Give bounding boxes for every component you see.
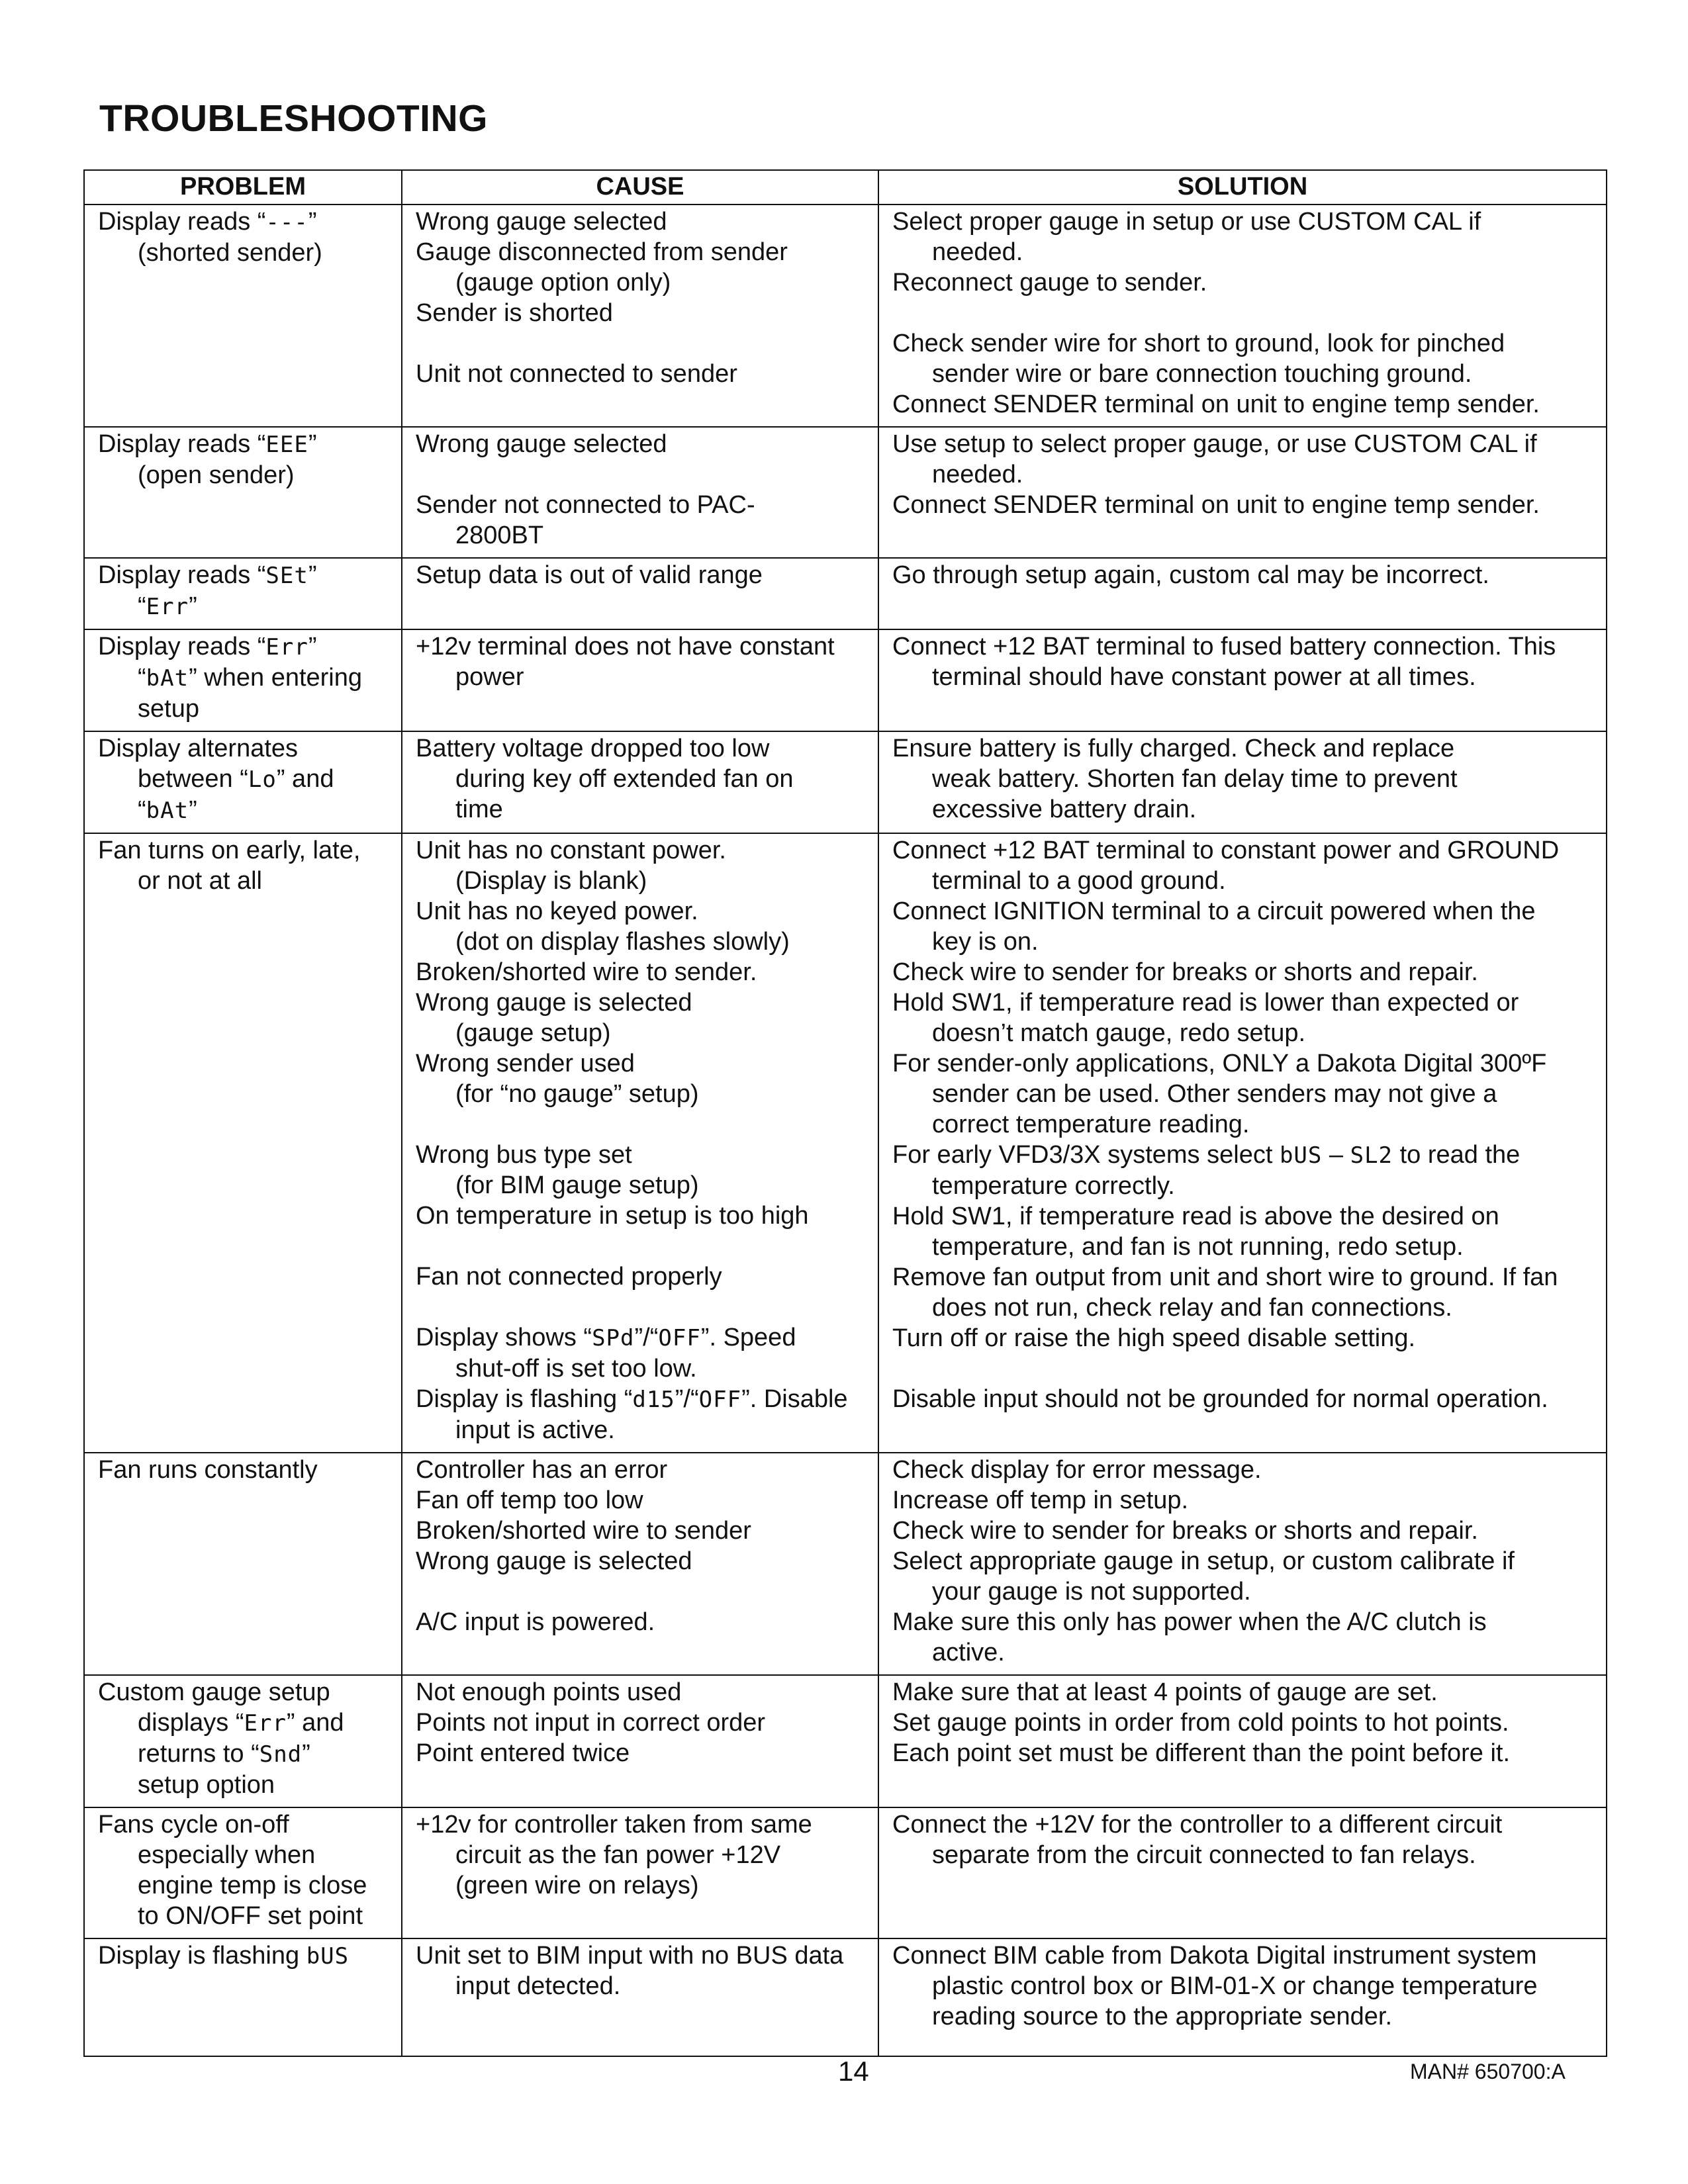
problem-line: Fan runs constantly bbox=[98, 1456, 318, 1484]
solution-line: Hold SW1, if temperature read is lower than expected or bbox=[892, 989, 1519, 1017]
text-fragment: Display shows “ bbox=[416, 1324, 592, 1351]
display-code: bUS bbox=[306, 1943, 350, 1970]
text-fragment: “ bbox=[138, 664, 146, 692]
problem-line bbox=[98, 1739, 388, 1770]
cause-cell bbox=[402, 833, 878, 1453]
text-fragment: ”. Disable bbox=[741, 1385, 848, 1413]
solution-line: Check display for error message. bbox=[892, 1456, 1262, 1484]
cause-line: (gauge setup) bbox=[455, 1019, 611, 1047]
text-fragment: “ bbox=[138, 796, 146, 824]
text-fragment: returns to “ bbox=[138, 1740, 259, 1768]
solution-line: sender can be used. Other senders may not give a bbox=[932, 1080, 1497, 1108]
cause-line: Wrong bus type set bbox=[416, 1141, 632, 1169]
solution-line: Reconnect gauge to sender. bbox=[892, 269, 1207, 296]
table-row bbox=[84, 731, 1607, 833]
table-row bbox=[84, 205, 1607, 427]
cause-line: shut-off is set too low. bbox=[455, 1355, 697, 1383]
cause-line: Point entered twice bbox=[416, 1739, 630, 1767]
troubleshooting-table bbox=[83, 169, 1607, 2057]
cause-line: Wrong gauge selected bbox=[416, 430, 667, 458]
solution-line: Check wire to sender for breaks or shorts and repair. bbox=[892, 958, 1478, 986]
display-code: Err bbox=[146, 594, 189, 620]
solution-cell bbox=[878, 427, 1607, 558]
cause-cell bbox=[402, 1453, 878, 1675]
problem-line: (shorted sender) bbox=[138, 239, 322, 267]
solution-line: does not run, check relay and fan connections. bbox=[932, 1294, 1452, 1322]
text-fragment: ” bbox=[189, 796, 197, 824]
cause-line: Wrong gauge selected bbox=[416, 208, 667, 236]
problem-line bbox=[98, 764, 388, 795]
cause-line: (for “no gauge” setup) bbox=[455, 1080, 699, 1108]
solution-line: temperature, and fan is not running, redo setup. bbox=[932, 1233, 1464, 1261]
text-fragment: Display reads “ bbox=[98, 561, 266, 589]
problem-cell bbox=[84, 1675, 402, 1807]
cause-line: Gauge disconnected from sender bbox=[416, 238, 788, 266]
cause-line: (Display is blank) bbox=[455, 867, 647, 895]
cause-line: (for BIM gauge setup) bbox=[455, 1171, 699, 1199]
cause-line: A/C input is powered. bbox=[416, 1608, 655, 1636]
problem-line: setup bbox=[138, 695, 199, 723]
problem-cell bbox=[84, 1938, 402, 2056]
cause-cell bbox=[402, 1675, 878, 1807]
solution-line: Check sender wire for short to ground, look for pinched bbox=[892, 330, 1505, 357]
cause-line: Battery voltage dropped too low bbox=[416, 735, 770, 762]
text-fragment: to read the bbox=[1393, 1141, 1521, 1169]
table-row bbox=[84, 1938, 1607, 2056]
solution-line: Hold SW1, if temperature read is above the desired on bbox=[892, 1203, 1499, 1230]
page-number: 14 bbox=[838, 2056, 869, 2087]
solution-line: excessive battery drain. bbox=[932, 796, 1197, 823]
solution-line: Each point set must be different than the point before it. bbox=[892, 1739, 1511, 1767]
solution-line: Select proper gauge in setup or use CUSTOM CAL if bbox=[892, 208, 1481, 236]
solution-line: needed. bbox=[932, 461, 1023, 488]
cause-line: input is active. bbox=[455, 1416, 615, 1444]
cause-line: (dot on display flashes slowly) bbox=[455, 928, 790, 956]
problem-line bbox=[98, 591, 388, 622]
solution-line: sender wire or bare connection touching ground. bbox=[932, 360, 1472, 388]
solution-line: weak battery. Shorten fan delay time to prevent bbox=[932, 765, 1458, 793]
cause-line: Sender not connected to PAC- bbox=[416, 491, 755, 519]
cause-line: Wrong gauge is selected bbox=[416, 989, 692, 1017]
problem-line: Custom gauge setup bbox=[98, 1678, 330, 1706]
solution-line: reading source to the appropriate sender. bbox=[932, 2003, 1393, 2030]
text-fragment: ” bbox=[308, 430, 317, 458]
solution-cell bbox=[878, 205, 1607, 427]
text-fragment: ”. Speed bbox=[700, 1324, 796, 1351]
text-fragment: ”/“ bbox=[634, 1324, 659, 1351]
cause-cell bbox=[402, 427, 878, 558]
problem-cell bbox=[84, 1807, 402, 1938]
table-row bbox=[84, 427, 1607, 558]
problem-line: Display alternates bbox=[98, 735, 299, 762]
solution-line: key is on. bbox=[932, 928, 1039, 956]
display-code: Err bbox=[265, 634, 308, 660]
problem-line bbox=[98, 206, 388, 238]
cause-line: Fan off temp too low bbox=[416, 1486, 643, 1514]
cause-line: Broken/shorted wire to sender. bbox=[416, 958, 757, 986]
problem-cell bbox=[84, 427, 402, 558]
problem-line bbox=[98, 1940, 388, 1972]
problem-line bbox=[98, 795, 388, 826]
solution-line: temperature correctly. bbox=[932, 1172, 1175, 1200]
solution-cell bbox=[878, 629, 1607, 731]
text-fragment: For early VFD3/3X systems select bbox=[892, 1141, 1280, 1169]
cause-line: +12v terminal does not have constant bbox=[416, 633, 835, 660]
page-title: TROUBLESHOOTING bbox=[99, 97, 488, 140]
cause-line: (gauge option only) bbox=[455, 269, 671, 296]
solution-cell bbox=[878, 1938, 1607, 2056]
text-fragment: ” when entering bbox=[189, 664, 363, 692]
cause-line: circuit as the fan power +12V bbox=[455, 1841, 781, 1869]
solution-line: doesn’t match gauge, redo setup. bbox=[932, 1019, 1306, 1047]
problem-cell bbox=[84, 1453, 402, 1675]
cause-cell bbox=[402, 205, 878, 427]
manual-number: MAN# 650700:A bbox=[1410, 2060, 1566, 2083]
cause-line: 2800BT bbox=[455, 522, 544, 549]
solution-line: Go through setup again, custom cal may be incorrect. bbox=[892, 561, 1489, 589]
solution-line: plastic control box or BIM-01-X or change temperature bbox=[932, 1972, 1538, 2000]
problem-line bbox=[98, 1707, 388, 1739]
cause-cell bbox=[402, 731, 878, 833]
text-fragment: Display reads “ bbox=[98, 208, 266, 236]
cause-line: +12v for controller taken from same bbox=[416, 1811, 812, 1839]
text-fragment: Display reads “ bbox=[98, 633, 266, 660]
solution-line: Ensure battery is fully charged. Check and replace bbox=[892, 735, 1455, 762]
cause-line: Setup data is out of valid range bbox=[416, 561, 763, 589]
problem-line: (open sender) bbox=[138, 461, 295, 489]
solution-line: For sender-only applications, ONLY a Dakota Digital 300ºF bbox=[892, 1050, 1547, 1077]
cause-line: (green wire on relays) bbox=[455, 1872, 699, 1899]
solution-line: separate from the circuit connected to fan relays. bbox=[932, 1841, 1476, 1869]
text-fragment: ” bbox=[308, 633, 317, 660]
cause-line bbox=[416, 1384, 865, 1415]
display-code: Snd bbox=[259, 1741, 303, 1768]
text-fragment: ” bbox=[308, 561, 317, 589]
solution-line: Increase off temp in setup. bbox=[892, 1486, 1189, 1514]
problem-cell bbox=[84, 731, 402, 833]
text-fragment: ” bbox=[189, 592, 197, 620]
solution-line: Remove fan output from unit and short wire to ground. If fan bbox=[892, 1263, 1558, 1291]
text-fragment: – bbox=[1322, 1141, 1350, 1169]
cause-line: time bbox=[455, 796, 503, 823]
table-row bbox=[84, 833, 1607, 1453]
table-row bbox=[84, 1453, 1607, 1675]
cause-cell bbox=[402, 1938, 878, 2056]
cause-line: power bbox=[455, 663, 524, 691]
table-header-row bbox=[84, 170, 1607, 205]
solution-cell bbox=[878, 833, 1607, 1453]
table-row bbox=[84, 558, 1607, 629]
text-fragment: ” and bbox=[276, 765, 334, 793]
problem-line: or not at all bbox=[138, 867, 262, 895]
cause-line: Sender is shorted bbox=[416, 299, 613, 327]
solution-line: Make sure this only has power when the A/C clutch is bbox=[892, 1608, 1487, 1636]
cause-cell bbox=[402, 1807, 878, 1938]
header-solution: SOLUTION bbox=[878, 170, 1607, 205]
display-code: --- bbox=[265, 209, 308, 236]
table-row bbox=[84, 1675, 1607, 1807]
display-code: SL2 bbox=[1350, 1142, 1393, 1169]
display-code: SPd bbox=[592, 1325, 635, 1351]
problem-line: Fans cycle on-off bbox=[98, 1811, 289, 1839]
solution-line: Connect SENDER terminal on unit to engine temp sender. bbox=[892, 390, 1540, 418]
solution-line: Set gauge points in order from cold points to hot points. bbox=[892, 1709, 1509, 1737]
solution-line: correct temperature reading. bbox=[932, 1111, 1250, 1138]
header-cause: CAUSE bbox=[402, 170, 878, 205]
table-body bbox=[84, 205, 1607, 2056]
cause-line: Broken/shorted wire to sender bbox=[416, 1517, 751, 1545]
cause-line: Fan not connected properly bbox=[416, 1263, 722, 1291]
cause-line: Unit has no keyed power. bbox=[416, 897, 698, 925]
solution-line: Connect IGNITION terminal to a circuit powered when the bbox=[892, 897, 1536, 925]
solution-line: Make sure that at least 4 points of gauge are set. bbox=[892, 1678, 1438, 1706]
display-code: bAt bbox=[146, 797, 189, 824]
cause-line: On temperature in setup is too high bbox=[416, 1202, 809, 1230]
problem-cell bbox=[84, 833, 402, 1453]
cause-cell bbox=[402, 558, 878, 629]
solution-line bbox=[892, 1140, 1593, 1171]
text-fragment: ”/“ bbox=[675, 1385, 699, 1413]
display-code: Lo bbox=[248, 766, 277, 793]
cause-cell bbox=[402, 629, 878, 731]
cause-line: Not enough points used bbox=[416, 1678, 682, 1706]
problem-cell bbox=[84, 205, 402, 427]
text-fragment: “ bbox=[138, 592, 146, 620]
solution-line: Connect BIM cable from Dakota Digital instrument system bbox=[892, 1942, 1537, 1970]
solution-cell bbox=[878, 558, 1607, 629]
problem-line bbox=[98, 662, 388, 694]
cause-line: Wrong sender used bbox=[416, 1050, 635, 1077]
cause-line: Controller has an error bbox=[416, 1456, 668, 1484]
problem-line: setup option bbox=[138, 1771, 275, 1799]
problem-line bbox=[98, 560, 388, 591]
solution-line: Check wire to sender for breaks or shorts and repair. bbox=[892, 1517, 1478, 1545]
problem-line bbox=[98, 631, 388, 662]
display-code: bUS bbox=[1279, 1142, 1323, 1169]
cause-line: input detected. bbox=[455, 1972, 621, 2000]
problem-line: engine temp is close bbox=[138, 1872, 367, 1899]
display-code: bAt bbox=[146, 665, 189, 692]
solution-line: needed. bbox=[932, 238, 1023, 266]
cause-line: Points not input in correct order bbox=[416, 1709, 766, 1737]
text-fragment: ” bbox=[308, 208, 317, 236]
text-fragment: displays “ bbox=[138, 1709, 244, 1737]
solution-line: Connect +12 BAT terminal to fused battery connection. This bbox=[892, 633, 1556, 660]
text-fragment: Display is flashing “ bbox=[416, 1385, 633, 1413]
cause-line bbox=[416, 1322, 865, 1353]
display-code: EEE bbox=[265, 432, 308, 458]
solution-line: Connect +12 BAT terminal to constant power and GROUND bbox=[892, 837, 1560, 864]
problem-cell bbox=[84, 629, 402, 731]
solution-line: active. bbox=[932, 1639, 1005, 1666]
header-problem: PROBLEM bbox=[84, 170, 402, 205]
table-row bbox=[84, 629, 1607, 731]
cause-line: Unit set to BIM input with no BUS data bbox=[416, 1942, 844, 1970]
display-code: OFF bbox=[658, 1325, 701, 1351]
solution-line: Connect the +12V for the controller to a different circuit bbox=[892, 1811, 1503, 1839]
solution-line: your gauge is not supported. bbox=[932, 1578, 1251, 1606]
display-code: SEt bbox=[265, 563, 308, 589]
solution-line: Use setup to select proper gauge, or use CUSTOM CAL if bbox=[892, 430, 1537, 458]
cause-line: during key off extended fan on bbox=[455, 765, 794, 793]
text-fragment: ” bbox=[302, 1740, 310, 1768]
text-fragment: between “ bbox=[138, 765, 248, 793]
text-fragment: ” and bbox=[286, 1709, 344, 1737]
problem-cell bbox=[84, 558, 402, 629]
solution-line: terminal should have constant power at all times. bbox=[932, 663, 1476, 691]
text-fragment: Display reads “ bbox=[98, 430, 266, 458]
problem-line bbox=[98, 429, 388, 460]
cause-line: Unit not connected to sender bbox=[416, 360, 737, 388]
solution-cell bbox=[878, 1807, 1607, 1938]
cause-line: Unit has no constant power. bbox=[416, 837, 726, 864]
display-code: Err bbox=[244, 1710, 287, 1737]
text-fragment: Display is flashing bbox=[98, 1942, 306, 1970]
problem-line: to ON/OFF set point bbox=[138, 1902, 363, 1930]
solution-line: Select appropriate gauge in setup, or custom calibrate if bbox=[892, 1547, 1515, 1575]
cause-line: Wrong gauge is selected bbox=[416, 1547, 692, 1575]
solution-line: Disable input should not be grounded for normal operation. bbox=[892, 1385, 1548, 1413]
table-row bbox=[84, 1807, 1607, 1938]
solution-cell bbox=[878, 731, 1607, 833]
problem-line: especially when bbox=[138, 1841, 316, 1869]
solution-line: terminal to a good ground. bbox=[932, 867, 1226, 895]
solution-line: Turn off or raise the high speed disable setting. bbox=[892, 1324, 1416, 1352]
problem-line: Fan turns on early, late, bbox=[98, 837, 361, 864]
display-code: OFF bbox=[698, 1387, 742, 1413]
solution-cell bbox=[878, 1675, 1607, 1807]
solution-cell bbox=[878, 1453, 1607, 1675]
display-code: d15 bbox=[632, 1387, 675, 1413]
solution-line: Connect SENDER terminal on unit to engine temp sender. bbox=[892, 491, 1540, 519]
